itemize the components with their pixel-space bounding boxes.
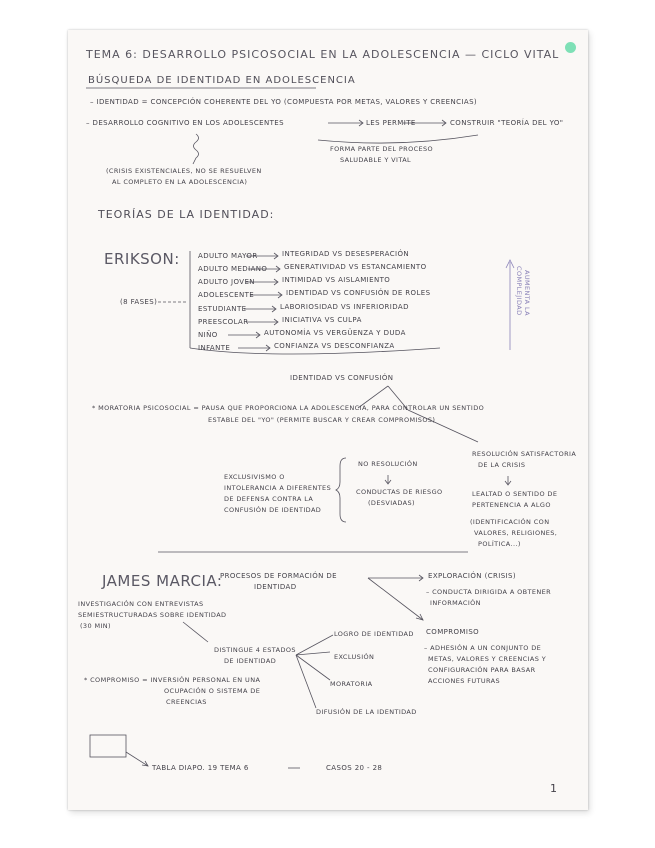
cognitive-development: – DESARROLLO COGNITIVO EN LOS ADOLESCENTES (86, 119, 284, 127)
stage-age: NIÑO (198, 331, 218, 339)
stage-age: PREESCOLAR (198, 318, 249, 326)
identification-2: VALORES, RELIGIONES, (474, 529, 558, 537)
moratoria-line-2: ESTABLE DEL "YO" (PERMITE BUSCAR Y CREAR COMPROMISOS) (208, 416, 436, 424)
identification-1: (IDENTIFICACIÓN CON (470, 518, 550, 526)
commitment-desc-3: CONFIGURACIÓN PARA BASAR (428, 666, 536, 674)
commitment-desc-4: ACCIONES FUTURAS (428, 677, 501, 685)
identity-definition: – IDENTIDAD = CONCEPCIÓN COHERENTE DEL YO (COMPUESTA POR METAS, VALORES Y CREENCIAS) (90, 98, 478, 106)
state-diffusion: DIFUSIÓN DE LA IDENTIDAD (316, 708, 417, 716)
page-title: TEMA 6: DESARROLLO PSICOSOCIAL EN LA ADOLESCENCIA — CICLO VITAL (86, 48, 560, 61)
distinguishes-1: DISTINGUE 4 ESTADOS (214, 646, 296, 654)
instrument-2: SEMIESTRUCTURADAS SOBRE IDENTIDAD (78, 611, 227, 619)
no-resolution: NO RESOLUCIÓN (358, 460, 418, 468)
process-2: IDENTIDAD (254, 583, 297, 591)
marker-dot (565, 42, 576, 53)
stage-age: ADOLESCENTE (198, 291, 255, 299)
satisfactory-2: DE LA CRISIS (478, 461, 526, 469)
commitment-def-3: CREENCIAS (166, 698, 207, 706)
exclusivism-1: EXCLUSIVISMO O (224, 473, 285, 481)
stage-conflict: AUTONOMÍA VS VERGÜENZA Y DUDA (264, 329, 406, 337)
identification-3: POLÍTICA...) (478, 540, 521, 548)
stage-age: ESTUDIANTE (198, 305, 247, 313)
stage-conflict: INTIMIDAD VS AISLAMIENTO (282, 276, 391, 284)
exclusivism-3: DE DEFENSA CONTRA LA (224, 495, 314, 503)
state-achievement: LOGRO DE IDENTIDAD (334, 630, 414, 638)
stage-age: ADULTO JOVEN (198, 278, 255, 286)
commitment: COMPROMISO (426, 628, 480, 636)
moratoria-line-1: * MORATORIA PSICOSOCIAL = PAUSA QUE PROPORCIONA LA ADOLESCENCIA, PARA CONTROLAR UN SENTIDO (92, 404, 485, 412)
stage-conflict: LABORIOSIDAD VS INFERIORIDAD (280, 303, 409, 311)
process-note-1: FORMA PARTE DEL PROCESO (330, 145, 434, 153)
section2-heading: TEORÍAS DE LA IDENTIDAD: (98, 208, 275, 221)
process-1: PROCESOS DE FORMACIÓN DE (220, 572, 338, 580)
stage-age: ADULTO MAYOR (198, 252, 258, 260)
state-exclusion: EXCLUSIÓN (334, 653, 375, 661)
distinguishes-2: DE IDENTIDAD (224, 657, 277, 665)
increases-label: AUMENTA LA (523, 270, 531, 316)
commitment-def-1: * COMPROMISO = INVERSIÓN PERSONAL EN UNA (84, 676, 261, 684)
state-moratorium: MORATORIA (330, 680, 373, 688)
satisfactory-1: RESOLUCIÓN SATISFACTORIA (472, 450, 577, 458)
exploration-def-1: – CONDUCTA DIRIGIDA A OBTENER (426, 588, 552, 596)
stage-conflict: GENERATIVIDAD VS ESTANCAMIENTO (284, 263, 427, 271)
commitment-desc-2: METAS, VALORES Y CREENCIAS Y (428, 655, 547, 663)
instrument-3: (30 MIN) (80, 622, 111, 630)
exploration-def-2: INFORMACIÓN (430, 599, 481, 607)
risk-behaviors-1: CONDUCTAS DE RIESGO (356, 488, 443, 496)
permits-label: LES PERMITE (366, 119, 416, 127)
marcia-label: JAMES MARCIA: (102, 572, 223, 590)
stage-age: ADULTO MEDIANO (198, 265, 268, 273)
build-theory: CONSTRUIR "TEORÍA DEL YO" (450, 119, 564, 127)
identity-vs-confusion: IDENTIDAD VS CONFUSIÓN (290, 374, 394, 382)
stage-conflict: INTEGRIDAD VS DESESPERACIÓN (282, 250, 409, 258)
crisis-note-1: (CRISIS EXISTENCIALES, NO SE RESUELVEN (106, 167, 262, 175)
notebook-page (68, 30, 588, 810)
erikson-label: ERIKSON: (104, 250, 180, 268)
fidelity-2: PERTENENCIA A ALGO (472, 501, 551, 509)
commitment-def-2: OCUPACIÓN O SISTEMA DE (164, 687, 261, 695)
footer-cases: CASOS 20 - 28 (326, 764, 383, 772)
risk-behaviors-2: (DESVIADAS) (368, 499, 415, 507)
crisis-note-2: AL COMPLETO EN LA ADOLESCENCIA) (112, 178, 248, 186)
page-number: 1 (550, 782, 558, 795)
commitment-desc-1: – ADHESIÓN A UN CONJUNTO DE (424, 644, 542, 652)
fidelity-1: LEALTAD O SENTIDO DE (472, 490, 558, 498)
instrument-1: INVESTIGACIÓN CON ENTREVISTAS (78, 600, 204, 608)
footer-box (90, 735, 126, 757)
exploration: EXPLORACIÓN (CRISIS) (428, 572, 516, 580)
stage-conflict: CONFIANZA VS DESCONFIANZA (274, 342, 395, 350)
exclusivism-4: CONFUSIÓN DE IDENTIDAD (224, 506, 322, 514)
footer-table-ref: TABLA DIAPO. 19 TEMA 6 (152, 764, 249, 772)
section1-heading: BÚSQUEDA DE IDENTIDAD EN ADOLESCENCIA (88, 75, 356, 86)
process-note-2: SALUDABLE Y VITAL (340, 156, 412, 164)
exclusivism-2: INTOLERANCIA A DIFERENTES (224, 484, 332, 492)
squiggle-arrow (193, 134, 199, 164)
stage-age: INFANTE (198, 344, 231, 352)
stage-conflict: IDENTIDAD VS CONFUSIÓN DE ROLES (286, 289, 431, 297)
stage-conflict: INICIATIVA VS CULPA (282, 316, 362, 324)
stages-count: (8 FASES) (120, 298, 158, 306)
complexity-label: COMPLEJIDAD (515, 266, 523, 316)
